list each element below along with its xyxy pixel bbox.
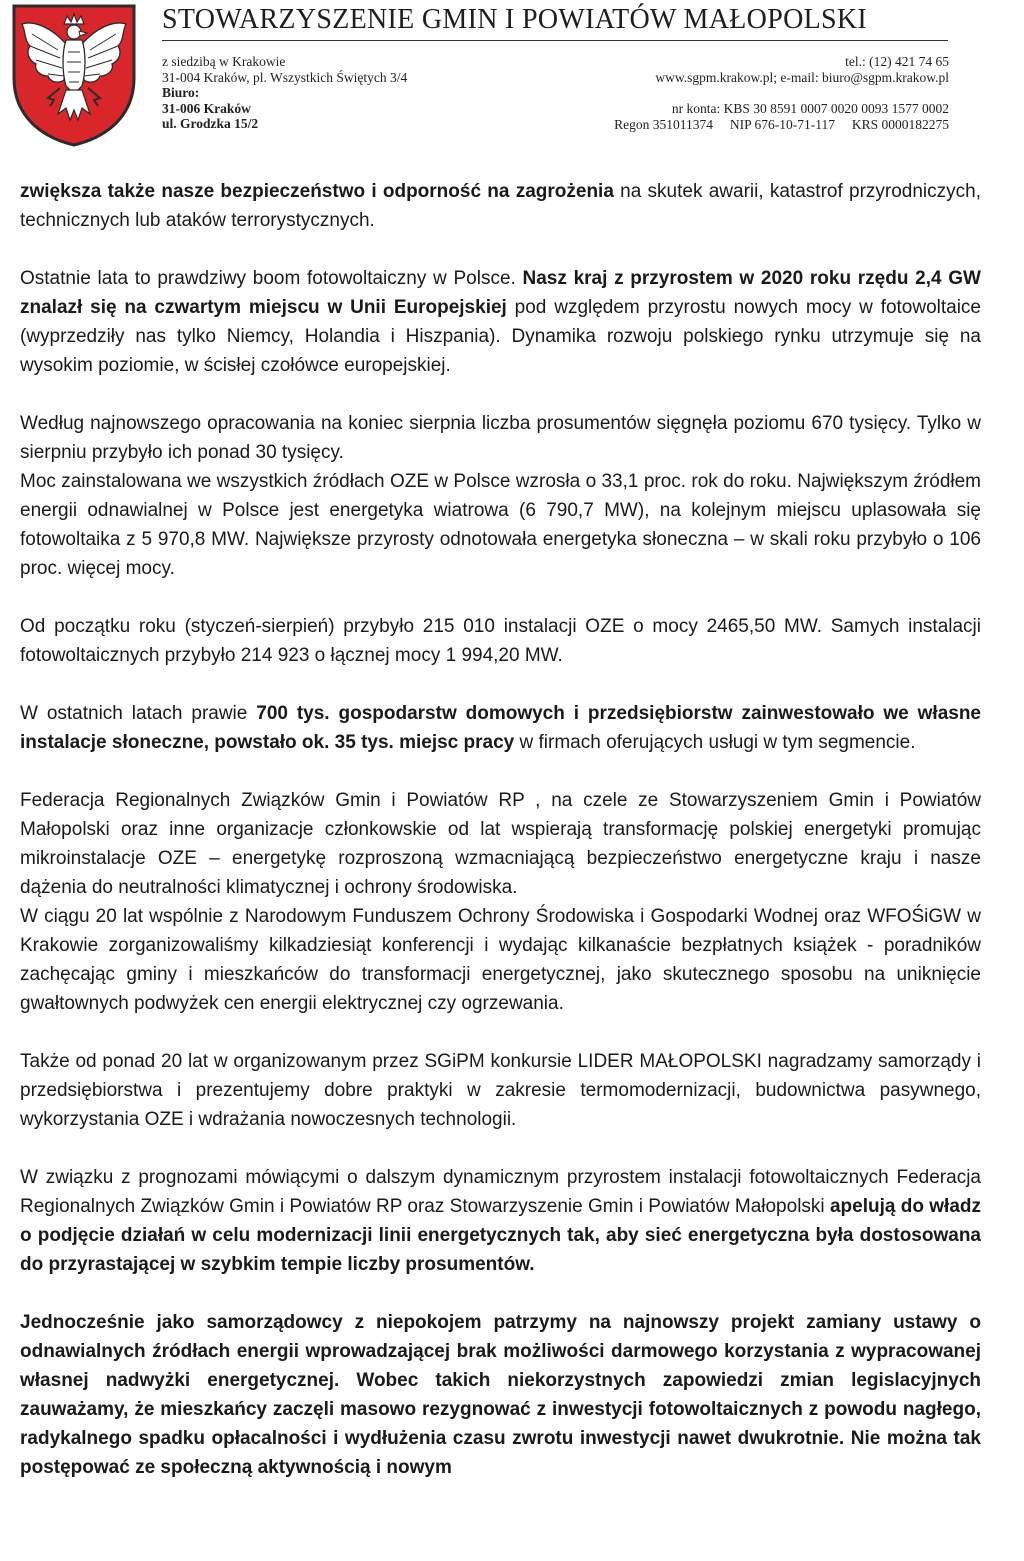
paragraph-1 [20,177,981,235]
office-street: ul. Grodzka 15/2 [162,116,259,131]
bold-text: apelują do władz o podjęcie działań w celu modernizacji linii energetycznych tak, aby sieć energetyczna była dostosowana do przyrastającej w szybkim tempie liczby prosumentów. [20,1196,981,1275]
letterhead [0,0,1024,150]
office-label: Biuro: [162,85,200,100]
bold-text: 700 tys. gospodarstw domowych i przedsiębiorstw zainwestowało we własne instalacje słoneczne, powstało ok. 35 tys. miejsc pracy [20,703,981,753]
text-run: w firmach oferujących usługi w tym segmencie. [514,732,916,753]
web-email: www.sgpm.krakow.pl; e-mail: biuro@sgpm.krakow.pl [655,69,949,85]
paragraph-2 [20,264,981,380]
paragraph-5 [20,699,981,757]
paragraph-3b: Moc zainstalowana we wszystkich źródłach OZE w Polsce wzrosła o 33,1 proc. rok do roku. Największym źródłem energii odnawialnej w Polsce jest energetyka wiatrowa (6 790,7 MW), na kolejnym miejscu uplasowała się fotowoltaika z 5 970,8 MW. Największe przyrosty odnotowała energetyka słoneczna – w skali roku przybyło o 106 proc. więcej mocy. [20,471,981,579]
paragraph-6a: Federacja Regionalnych Związków Gmin i Powiatów RP , na czele ze Stowarzyszeniem Gmin i Powiatów Małopolski oraz inne organizacje członkowskie od lat wspierają transformację polskiej energetyki promując mikroinstalacje OZE – energetykę rozproszoną wzmacniającą bezpieczeństwo energetyczne kraju i nasze dążenia do neutralności klimatycznej i ochrony środowiska. [20,790,981,898]
registry-numbers: Regon 351011374 NIP 676-10-71-117 KRS 0000182275 [614,116,949,132]
bold-text: zwiększa także nasze bezpieczeństwo i odporność na zagrożenia [20,181,614,202]
paragraph-4: Od początku roku (styczeń-sierpień) przybyło 215 010 instalacji OZE o mocy 2465,50 MW. Samych instalacji fotowoltaicznych przybyło 214 923 o łącznej mocy 1 994,20 MW. [20,616,981,666]
text-run: na skutek awarii, katastrof przyrodniczych, technicznych lub ataków terrorystycznych. [20,181,981,231]
office-city: 31-006 Kraków [162,100,251,116]
white-eagle-crest-icon [8,2,140,148]
paragraph-8 [20,1163,981,1279]
text-run: W ostatnich latach prawie [20,703,257,724]
contact-block [614,54,949,132]
address-block [162,54,407,132]
organization-name: STOWARZYSZENIE GMIN I POWIATÓW MAŁOPOLSKI [162,4,868,35]
text-run: W związku z prognozami mówiącymi o dalszym dynamicznym przyrostem instalacji fotowoltaicznych Federacja Regionalnych Związków Gmin i Powiatów RP oraz Stowarzyszenie Gmin i Powiatów Małopolski [20,1167,981,1217]
header-rule [162,40,948,41]
seat-address: 31-004 Kraków, pl. Wszystkich Świętych 3/4 [162,69,408,85]
bold-text: Jednocześnie jako samorządowcy z niepokojem patrzymy na najnowszy projekt zamiany ustawy o odnawialnych źródłach energii wprowadzającej brak możliwości darmowego korzystania z wypracowanej własnej nadwyżki energetycznej. Wobec takich niekorzystnych zapowiedzi zmian legislacyjnych zauważamy, że mieszkańcy zaczęli masowo rezygnować z inwestycji fotowoltaicznych z powodu nagłego, radykalnego spadku opłacalności i wydłużenia czasu zwrotu inwestycji nawet dwukrotnie. Nie można tak postępować ze społeczną aktywnością i nowym [20,1312,981,1478]
paragraph-6b: W ciągu 20 lat wspólnie z Narodowym Funduszem Ochrony Środowiska i Gospodarki Wodnej oraz WFOŚiGW w Krakowie zorganizowaliśmy kilkadziesiąt konferencji i wydając kilkanaście bezpłatnych książek - poradników zachęcając gminy i mieszkańców do transformacji energetycznej, jako skutecznego sposobu na uniknięcie gwałtownych podwyżek cen energii elektrycznej czy ogrzewania. [20,906,981,1014]
seat-line: z siedzibą w Krakowie [162,54,286,69]
paragraph-3a: Według najnowszego opracowania na koniec sierpnia liczba prosumentów sięgnęła poziomu 670 tysięcy. Tylko w sierpniu przybyło ich ponad 30 tysięcy. [20,413,981,463]
text-run: Ostatnie lata to prawdziwy boom fotowoltaiczny w Polsce. [20,268,523,289]
paragraph-7: Także od ponad 20 lat w organizowanym przez SGiPM konkursie LIDER MAŁOPOLSKI nagradzamy samorządy i przedsiębiorstwa i prezentujemy dobre praktyki w zakresie termomodernizacji, budownictwa pasywnego, wykorzystania OZE i wdrażania nowoczesnych technologii. [20,1051,981,1130]
phone-number: tel.: (12) 421 74 65 [845,54,949,69]
bank-account: nr konta: KBS 30 8591 0007 0020 0093 1577 0002 [671,101,949,116]
text-run: pod względem przyrostu nowych mocy w fotowoltaice (wyprzedziły nas tylko Niemcy, Holandia i Hiszpania). Dynamika rozwoju polskiego rynku utrzymuje się na wysokim poziomie, w ścisłej czołówce europejskiej. [20,297,981,376]
letter-body [20,177,981,1511]
paragraph-9 [20,1308,981,1482]
bold-text: Nasz kraj z przyrostem w 2020 roku rzędu 2,4 GW znalazł się na czwartym miejscu w Unii Europejskiej [20,268,981,318]
